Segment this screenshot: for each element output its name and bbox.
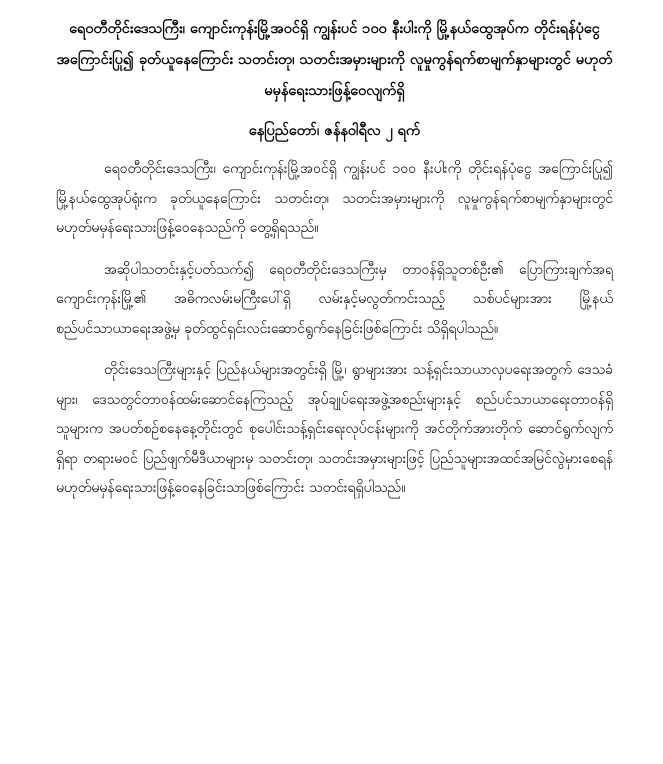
paragraph-2: အဆိုပါသတင်းနှင့်ပတ်သက်၍ ရေဝတီတိုင်းဒေသကြီးမှ တာဝန်ရှိသူတစ်ဦး၏ ပြောကြားချက်အရ ကျောင်းကုန်းမြို့၏ အဓိကလမ်းမကြီးပေါ်ရှိ လမ်းနှင့်မလွတ်ကင်းသည့် သစ်ပင်များအား မြို့နယ်စည်ပင်သာယာရေးအဖွဲ့မှ ခုတ်ထွင်ရှင်းလင်းဆောင်ရွက်နေခြင်းဖြစ်ကြောင်း သိရှိရပါသည်။ bbox=[56, 261, 613, 337]
headline: ရေဝတီတိုင်းဒေသကြီး၊ ကျောင်းကုန်းမြို့အဝင်ရှိ ကျွန်းပင် ၁၀၀ နီးပါးကို မြို့နယ်ထွေအုပ်က တိုင်းရန်ပုံငွေ အကြောင်းပြု၍ ခုတ်ယူနေကြောင်း သတင်းတု၊ သတင်းအမှားများကို လူမှုကွန်ရက်စာမျက်နှာများတွင် မဟုတ်မမှန်ရေးသားဖြန့်ဝေလျက်ရှိ bbox=[56, 21, 613, 99]
paragraph-3: တိုင်းဒေသကြီးများနှင့် ပြည်နယ်များအတွင်းရှိ မြို့၊ ရွာများအား သန့်ရှင်းသာယာလှပရေးအတွက် ဒေသခံများ၊ ဒေသတွင်တာဝန်ထမ်းဆောင်နေကြသည့် အုပ်ချုပ်ရေးအဖွဲ့အစည်းများနှင့် စည်ပင်သာယာရေးတာဝန်ရှိသူများက အပတ်စဉ်စနေနေ့တိုင်းတွင် စုပေါင်းသန့်ရှင်းရေးလုပ်ငန်းများကို အင်တိုက်အားတိုက် ဆောင်ရွက်လျက်ရှိရာ တရားမဝင် ပြည်ဖျက်မီဒီယာများမှ သတင်းတု၊ သတင်းအမှားများဖြင့် ပြည်သူများအထင်အမြင်လွဲမှားစေရန် မဟုတ်မမှန်ရေးသားဖြန့်ဝေနေခြင်းသာဖြစ်ကြောင်း သတင်းရရှိပါသည်။ bbox=[56, 362, 613, 496]
dateline: နေပြည်တော်၊ ဇန်နဝါရီလ ၂ ရက် bbox=[248, 123, 421, 139]
paragraph-1: ရေဝတီတိုင်းဒေသကြီး၊ ကျောင်းကုန်းမြို့အဝင်ရှိ ကျွန်းပင် ၁၀၀ နီးပါးကို တိုင်းရန်ပုံငွေ အကြောင်းပြု၍ မြို့နယ်ထွေအုပ်ရုံးက ခုတ်ယူနေကြောင်း သတင်းတု၊ သတင်းအမှားများကို လူမှုကွန်ရက်စာမျက်နှာများတွင် မဟုတ်မမှန်ရေးသားဖြန့်ဝေနေသည်ကို တွေ့ရှိရသည်။ bbox=[56, 161, 613, 236]
